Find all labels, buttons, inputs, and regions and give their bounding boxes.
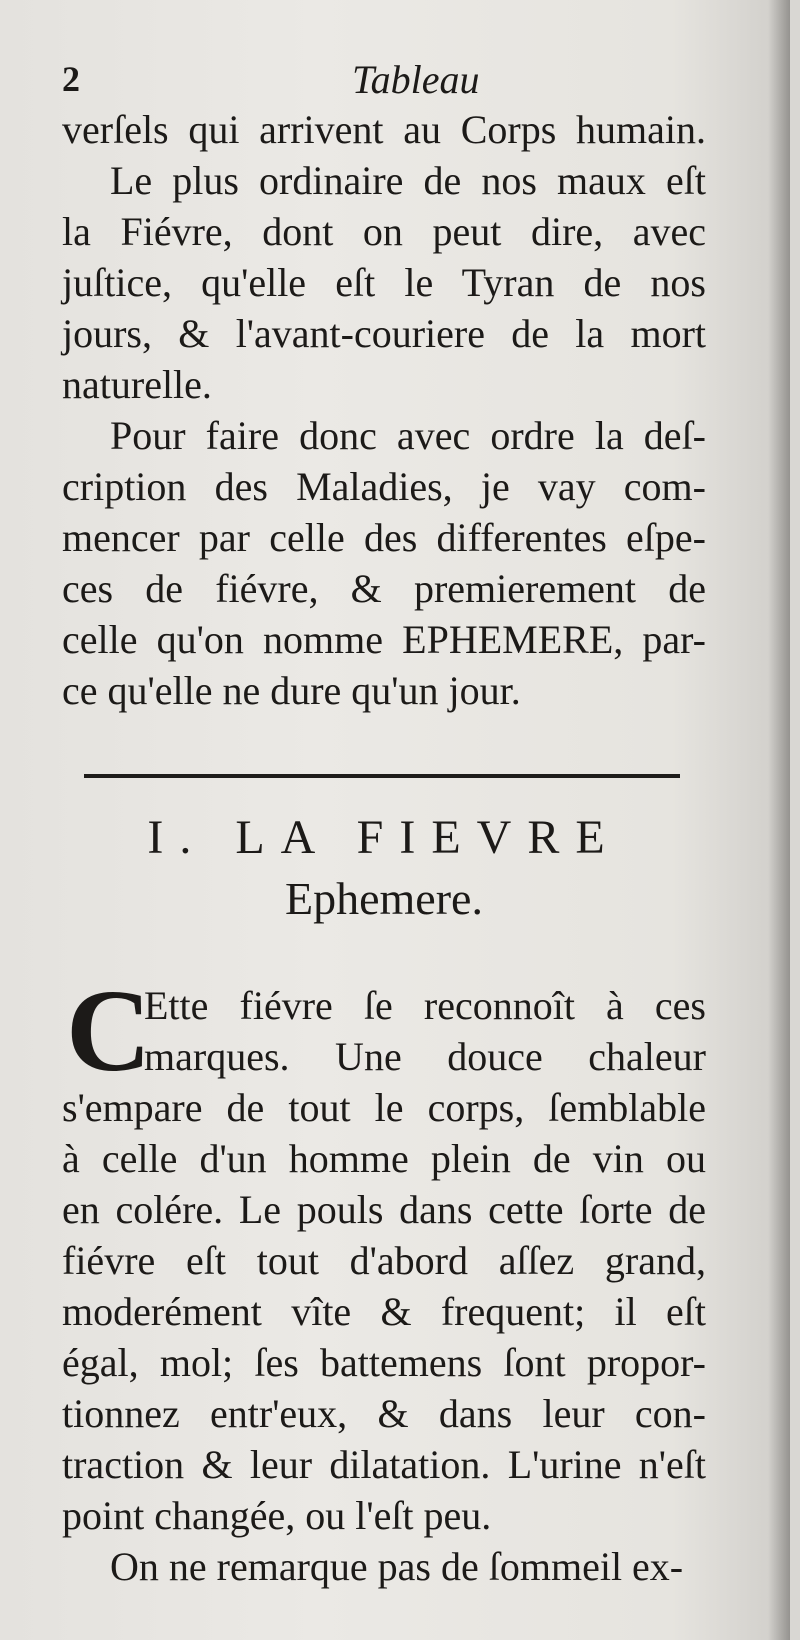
text-line: juſtice, qu'elle eſt le Tyran de nos	[62, 260, 706, 305]
text-line: Pour faire donc avec ordre la deſ-	[110, 413, 706, 458]
opening-text	[62, 104, 706, 716]
text-line: moderément vîte & frequent; il eſt	[62, 1289, 706, 1334]
text-line: On ne remarque pas de ſommeil ex-	[110, 1544, 684, 1589]
section-subheading: Ephemere.	[285, 873, 483, 924]
running-title: Tableau	[352, 57, 480, 102]
text-line: en colére. Le pouls dans cette ſorte de	[62, 1187, 706, 1232]
text-line: égal, mol; ſes battemens ſont propor-	[62, 1340, 706, 1385]
text-line: celle qu'on nomme EPHEMERE, par-	[62, 617, 706, 662]
page-number: 2	[62, 59, 80, 99]
drop-cap: C	[66, 965, 152, 1096]
section-divider	[84, 774, 680, 778]
text-line: point changée, ou l'eſt peu.	[62, 1493, 492, 1538]
text-line: verſels qui arrivent au Corps humain.	[62, 107, 706, 152]
text-line: la Fiévre, dont on peut dire, avec	[62, 209, 706, 254]
text-line: naturelle.	[62, 362, 212, 407]
text-line: marques. Une douce chaleur	[144, 1034, 706, 1079]
section-heading: I. LA FIEVRE	[147, 811, 621, 864]
text-line: Le plus ordinaire de nos maux eſt	[110, 158, 706, 203]
text-line: Ette fiévre ſe reconnoît à ces	[144, 983, 706, 1028]
section-body	[62, 965, 706, 1592]
text-line: tionnez entr'eux, & dans leur con-	[62, 1391, 706, 1436]
text-line: s'empare de tout le corps, ſemblable	[62, 1085, 706, 1130]
page-header	[62, 50, 702, 110]
text-line: cription des Maladies, je vay com-	[62, 464, 706, 509]
text-line: ces de fiévre, & premierement de	[62, 566, 706, 611]
text-line: mencer par celle des differentes eſpe-	[62, 515, 706, 560]
text-line: fiévre eſt tout d'abord aſſez grand,	[62, 1238, 706, 1283]
text-line: traction & leur dilatation. L'urine n'eſt	[62, 1442, 706, 1487]
text-line: jours, & l'avant-couriere de la mort	[62, 311, 706, 356]
text-line: ce qu'elle ne dure qu'un jour.	[62, 668, 521, 713]
page-edge-shadow	[768, 0, 790, 1640]
text-line: à celle d'un homme plein de vin ou	[62, 1136, 706, 1181]
